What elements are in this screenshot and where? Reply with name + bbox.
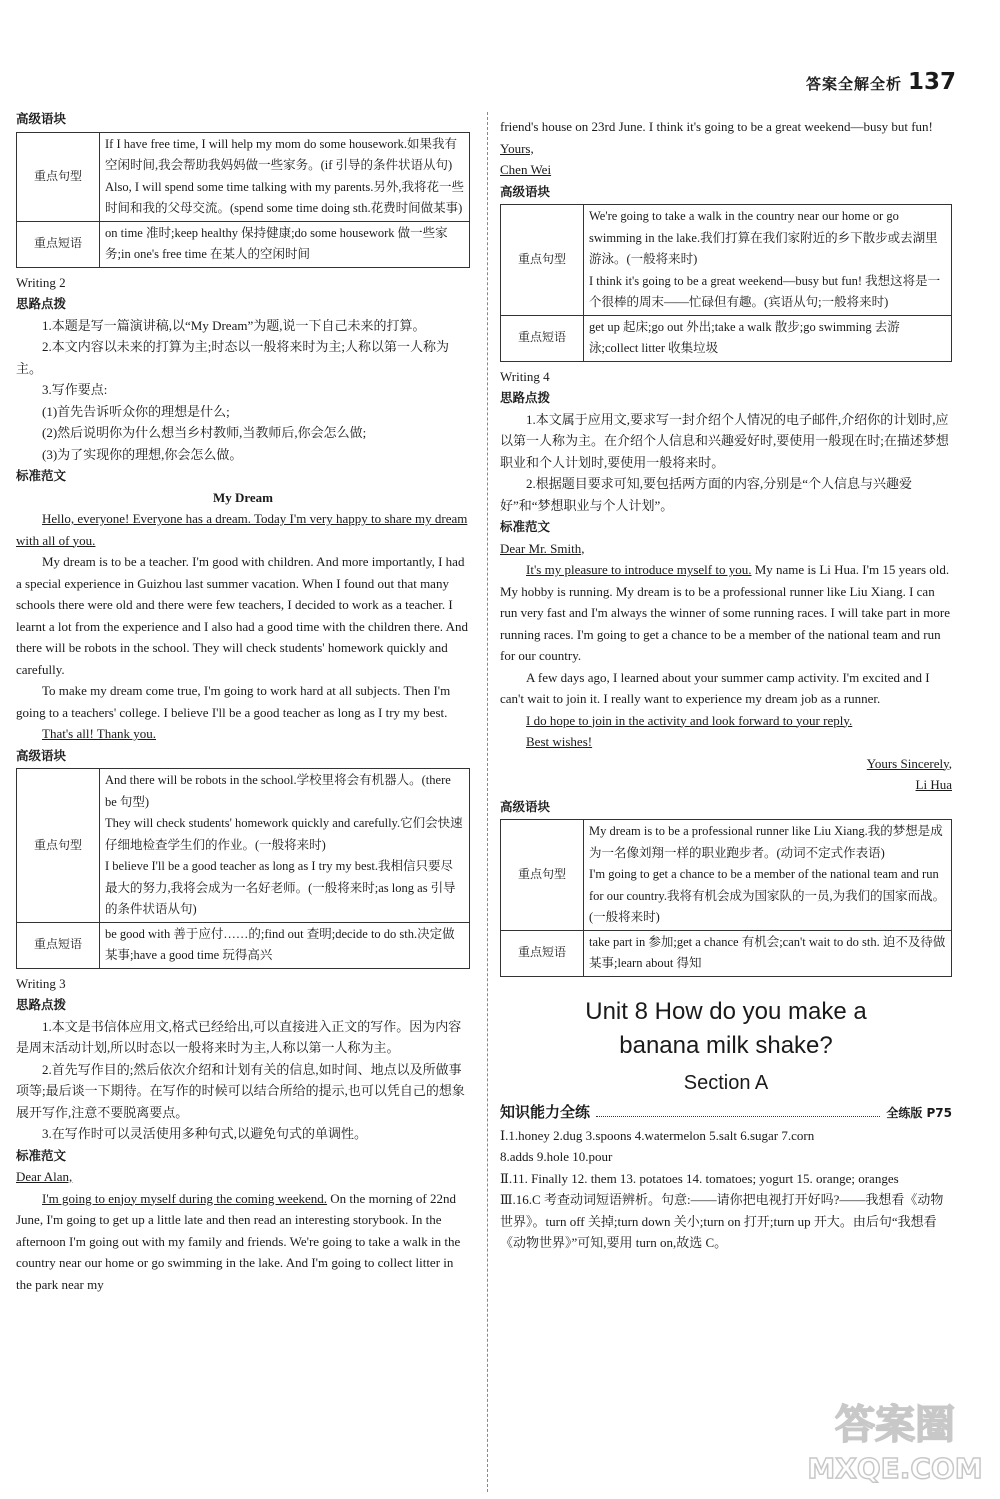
- row-key: 重点句型: [17, 769, 100, 923]
- watermark-text-en: MXQE.COM: [807, 1452, 983, 1485]
- topic-sentence: I'm going to enjoy myself during the coming weekend.: [42, 1190, 328, 1206]
- adv-label: 高级语块: [16, 111, 67, 126]
- leader-dots: [596, 1108, 880, 1117]
- table-row: [501, 315, 952, 361]
- adv-label: 高级语块: [500, 798, 551, 814]
- essay-paragraph: A few days ago, I learned about your summer camp activity. I'm excited and I can't wait to join it. I really want to experience my dream job as a runner.: [500, 669, 930, 706]
- essay-label: 标准范文: [16, 1147, 67, 1163]
- essay-paragraph: [16, 1188, 470, 1296]
- page-number: 137: [908, 69, 957, 95]
- row-key: 重点短语: [501, 930, 584, 976]
- letter-signoff: Yours Sincerely,: [866, 755, 952, 771]
- row-content: [584, 315, 952, 361]
- left-column: [16, 108, 470, 1295]
- tip-line: (2)然后说明你为什么想当乡村教师,当教师后,你会怎么做;: [42, 425, 367, 440]
- writing-title: Writing 3: [16, 975, 66, 991]
- essay-paragraph: Hello, everyone! Everyone has a dream. Today I'm very happy to share my dream with all of you.: [16, 511, 468, 548]
- tip-line: (3)为了实现你的理想,你会怎么做。: [42, 446, 243, 462]
- table-line: If I have free time, I will help my mom do some housework.如果我有空闲时间,我会帮助我妈妈做一些家务。(if 引导的条件状语从句): [105, 136, 458, 172]
- paragraph-text: My name is Li Hua. I'm 15 years old. My hobby is running. My dream is to be a professional runner like Liu Xiang. I can run very fast and I'm always the winner of some running races. I will take part in more running races. I'm going to get a chance to be a member of the national team and run for our country.: [500, 562, 950, 663]
- unit-title-line: banana milk shake?: [619, 1031, 833, 1059]
- table-row: [17, 221, 470, 267]
- table-row: [17, 132, 470, 221]
- adv-label: 高级语块: [500, 183, 551, 199]
- writing-title: Writing 2: [16, 274, 66, 290]
- tip-line: 1.本文属于应用文,要求写一封介绍个人情况的电子邮件,介绍你的计划时,应以第一人称为主。在介绍个人信息和兴趣爱好时,要使用一般现在时;在描述梦想职业和个人计划时,要使用一般将来时。: [500, 411, 949, 470]
- table-line: We're going to take a walk in the country near our home or go swimming in the lake.我们打算在我们家附近的乡下散步或去湖里游泳。(一般将来时): [589, 209, 938, 266]
- watermark-text-cn: 答案圈: [835, 1402, 955, 1448]
- letter-signoff: Yours,: [500, 140, 534, 156]
- tip-line: 3.写作要点:: [42, 382, 108, 397]
- table-line: take part in 参加;get a chance 有机会;can't wait to do sth. 迫不及待做某事;learn about 得知: [589, 934, 946, 970]
- essay-paragraph: To make my dream come true, I'm going to work hard at all subjects. Then I'm going to a teachers' college. I believe I'll be a good teacher as long as I try my best.: [16, 683, 451, 720]
- row-key: 重点句型: [501, 205, 584, 316]
- essay-label: 标准范文: [16, 468, 67, 483]
- phrase-table: [500, 204, 952, 362]
- table-line: And there will be robots in the school.学校里将会有机器人。(there be 句型): [105, 773, 451, 809]
- table-line: I think it's going to be a great weekend—busy but fun! 我想这将是一个很棒的周末——忙碌但有趣。(宾语从句;一般将来时): [589, 273, 941, 309]
- row-content: [100, 769, 470, 923]
- table-line: I'm going to get a chance to be a member of the national team and run for our country.我将有机会成为国家队的一员,为我们的国家而战。(一般将来时): [589, 867, 946, 924]
- table-line: Also, I will spend some time talking with my parents.另外,我将花一些时间和我的父母交流。(spend some time doing sth.花费时间做某事): [105, 179, 464, 215]
- watermark-logo: [800, 1390, 990, 1490]
- table-row: [17, 769, 470, 923]
- writing-title: Writing 4: [500, 368, 550, 384]
- answer-block: [500, 1125, 952, 1254]
- table-line: get up 起床;go out 外出;take a walk 散步;go swimming 去游泳;collect litter 收集垃圾: [589, 319, 900, 355]
- phrase-table: [16, 132, 470, 268]
- right-column: [500, 116, 952, 1254]
- letter-signature: Chen Wei: [500, 162, 552, 177]
- essay-paragraph: My dream is to be a teacher. I'm good with children. And more importantly, I had a special experience in Guizhou last summer vacation. When I found out that many schools there were old and there were few teachers, I decided to work as a teacher. I learnt a lot from the experience and I also had a good time with the children there. And there will be robots in the school. They will check students' homework quickly and carefully.: [16, 554, 468, 677]
- answer-line: Ⅰ.1.honey 2.dug 3.spoons 4.watermelon 5.salt 6.sugar 7.corn: [500, 1127, 815, 1143]
- tips-label: 思路点拨: [16, 997, 67, 1012]
- letter-signature: Li Hua: [915, 777, 952, 792]
- row-content: [584, 820, 952, 931]
- column-divider: [487, 112, 488, 1492]
- header-title: 答案全解全析: [806, 75, 903, 93]
- answer-line: Ⅲ.16.C 考查动词短语辨析。句意:——请你把电视打开好吗?——我想看《动物世界》。turn off 关掉;turn down 关小;turn on 打开;turn up 开大。由后句“我想看《动物世界》”可知,要用 turn on,故选 C。: [500, 1192, 944, 1250]
- paragraph-text: On the morning of 22nd June, I'm going to get up a little late and then read an interesting storybook. In the afternoon I'm going out with my family and friends. We're going to take a walk in the country near our home or go swimming in the lake. And I'm going to collect litter in the park near my: [16, 1190, 461, 1292]
- table-row: [501, 205, 952, 316]
- row-content: [100, 922, 470, 968]
- letter-salutation: Dear Mr. Smith,: [500, 540, 585, 556]
- tip-line: (1)首先告诉听众你的理想是什么;: [42, 403, 230, 419]
- row-key: 重点短语: [17, 221, 100, 267]
- answer-line: Ⅱ.11. Finally 12. them 13. potatoes 14. tomatoes; yogurt 15. orange; oranges: [500, 1170, 899, 1186]
- unit-title-line: Unit 8 How do you make a: [585, 997, 867, 1025]
- essay-paragraph: I do hope to join in the activity and look forward to your reply.: [526, 712, 853, 728]
- row-content: [100, 221, 470, 267]
- adv-label: 高级语块: [16, 747, 67, 763]
- essay-paragraph: [500, 559, 952, 667]
- row-key: 重点短语: [501, 315, 584, 361]
- tip-line: 3.在写作时可以灵活使用多种句式,以避免句式的单调性。: [42, 1126, 368, 1141]
- tips-label: 思路点拨: [16, 296, 67, 311]
- tips-label: 思路点拨: [500, 390, 551, 405]
- table-row: [501, 820, 952, 931]
- section-title: Section A: [683, 1071, 769, 1094]
- table-row: [17, 922, 470, 968]
- table-line: I believe I'll be a good teacher as long as I try my best.我相信只要尽最大的努力,我将会成为一名好老师。(一般将来时;as long as 引导的条件状语从句): [105, 859, 456, 916]
- knowledge-ref: 全练版 P75: [886, 1106, 952, 1120]
- tip-line: 1.本题是写一篇演讲稿,以“My Dream”为题,说一下自己未来的打算。: [42, 317, 426, 333]
- essay-paragraph: friend's house on 23rd June. I think it's going to be a great weekend—busy but fun!: [500, 119, 933, 134]
- knowledge-label: 知识能力全练: [500, 1103, 591, 1121]
- essay-paragraph: Best wishes!: [526, 734, 593, 749]
- answer-line: 8.adds 9.hole 10.pour: [500, 1149, 613, 1164]
- essay-paragraph: That's all! Thank you.: [42, 726, 157, 741]
- page-header: [806, 69, 957, 97]
- row-content: [584, 930, 952, 976]
- row-key: 重点句型: [17, 132, 100, 221]
- unit-title: [500, 995, 952, 1063]
- tip-line: 2.根据题目要求可知,要包括两方面的内容,分别是“个人信息与兴趣爱好”和“梦想职业与个人计划”。: [500, 476, 913, 513]
- phrase-table: [16, 768, 470, 969]
- table-line: They will check students' homework quickly and carefully.它们会快速仔细地检查学生们的作业。(一般将来时): [105, 816, 463, 852]
- row-key: 重点短语: [17, 922, 100, 968]
- essay-title: My Dream: [212, 489, 274, 505]
- row-content: [584, 205, 952, 316]
- letter-salutation: Dear Alan,: [16, 1169, 73, 1184]
- tip-line: 1.本文是书信体应用文,格式已经给出,可以直接进入正文的写作。因为内容是周末活动计划,所以时态以一般将来时为主,人称以第一人称为主。: [16, 1018, 462, 1055]
- table-line: be good with 善于应付……的;find out 查明;decide to do sth.决定做某事;have a good time 玩得高兴: [105, 926, 455, 962]
- knowledge-header: [500, 1102, 952, 1125]
- topic-sentence: It's my pleasure to introduce myself to you.: [526, 562, 752, 577]
- tip-line: 2.首先写作目的;然后依次介绍和计划有关的信息,如时间、地点以及所做事项等;最后谈一下期待。在写作的时候可以结合所给的提示,也可以凭自己的想象展开写作,注意不要脱离要点。: [16, 1061, 465, 1120]
- row-key: 重点句型: [501, 820, 584, 931]
- row-content: [100, 132, 470, 221]
- table-line: on time 准时;keep healthy 保持健康;do some housework 做一些家务;in one's free time 在某人的空闲时间: [105, 225, 448, 261]
- essay-label: 标准范文: [500, 519, 551, 534]
- phrase-table: [500, 819, 952, 977]
- table-row: [501, 930, 952, 976]
- table-line: My dream is to be a professional runner like Liu Xiang.我的梦想是成为一名像刘翔一样的职业跑步者。(动词不定式作表语): [589, 824, 943, 860]
- tip-line: 2.本文内容以未来的打算为主;时态以一般将来时为主;人称以第一人称为主。: [16, 339, 449, 376]
